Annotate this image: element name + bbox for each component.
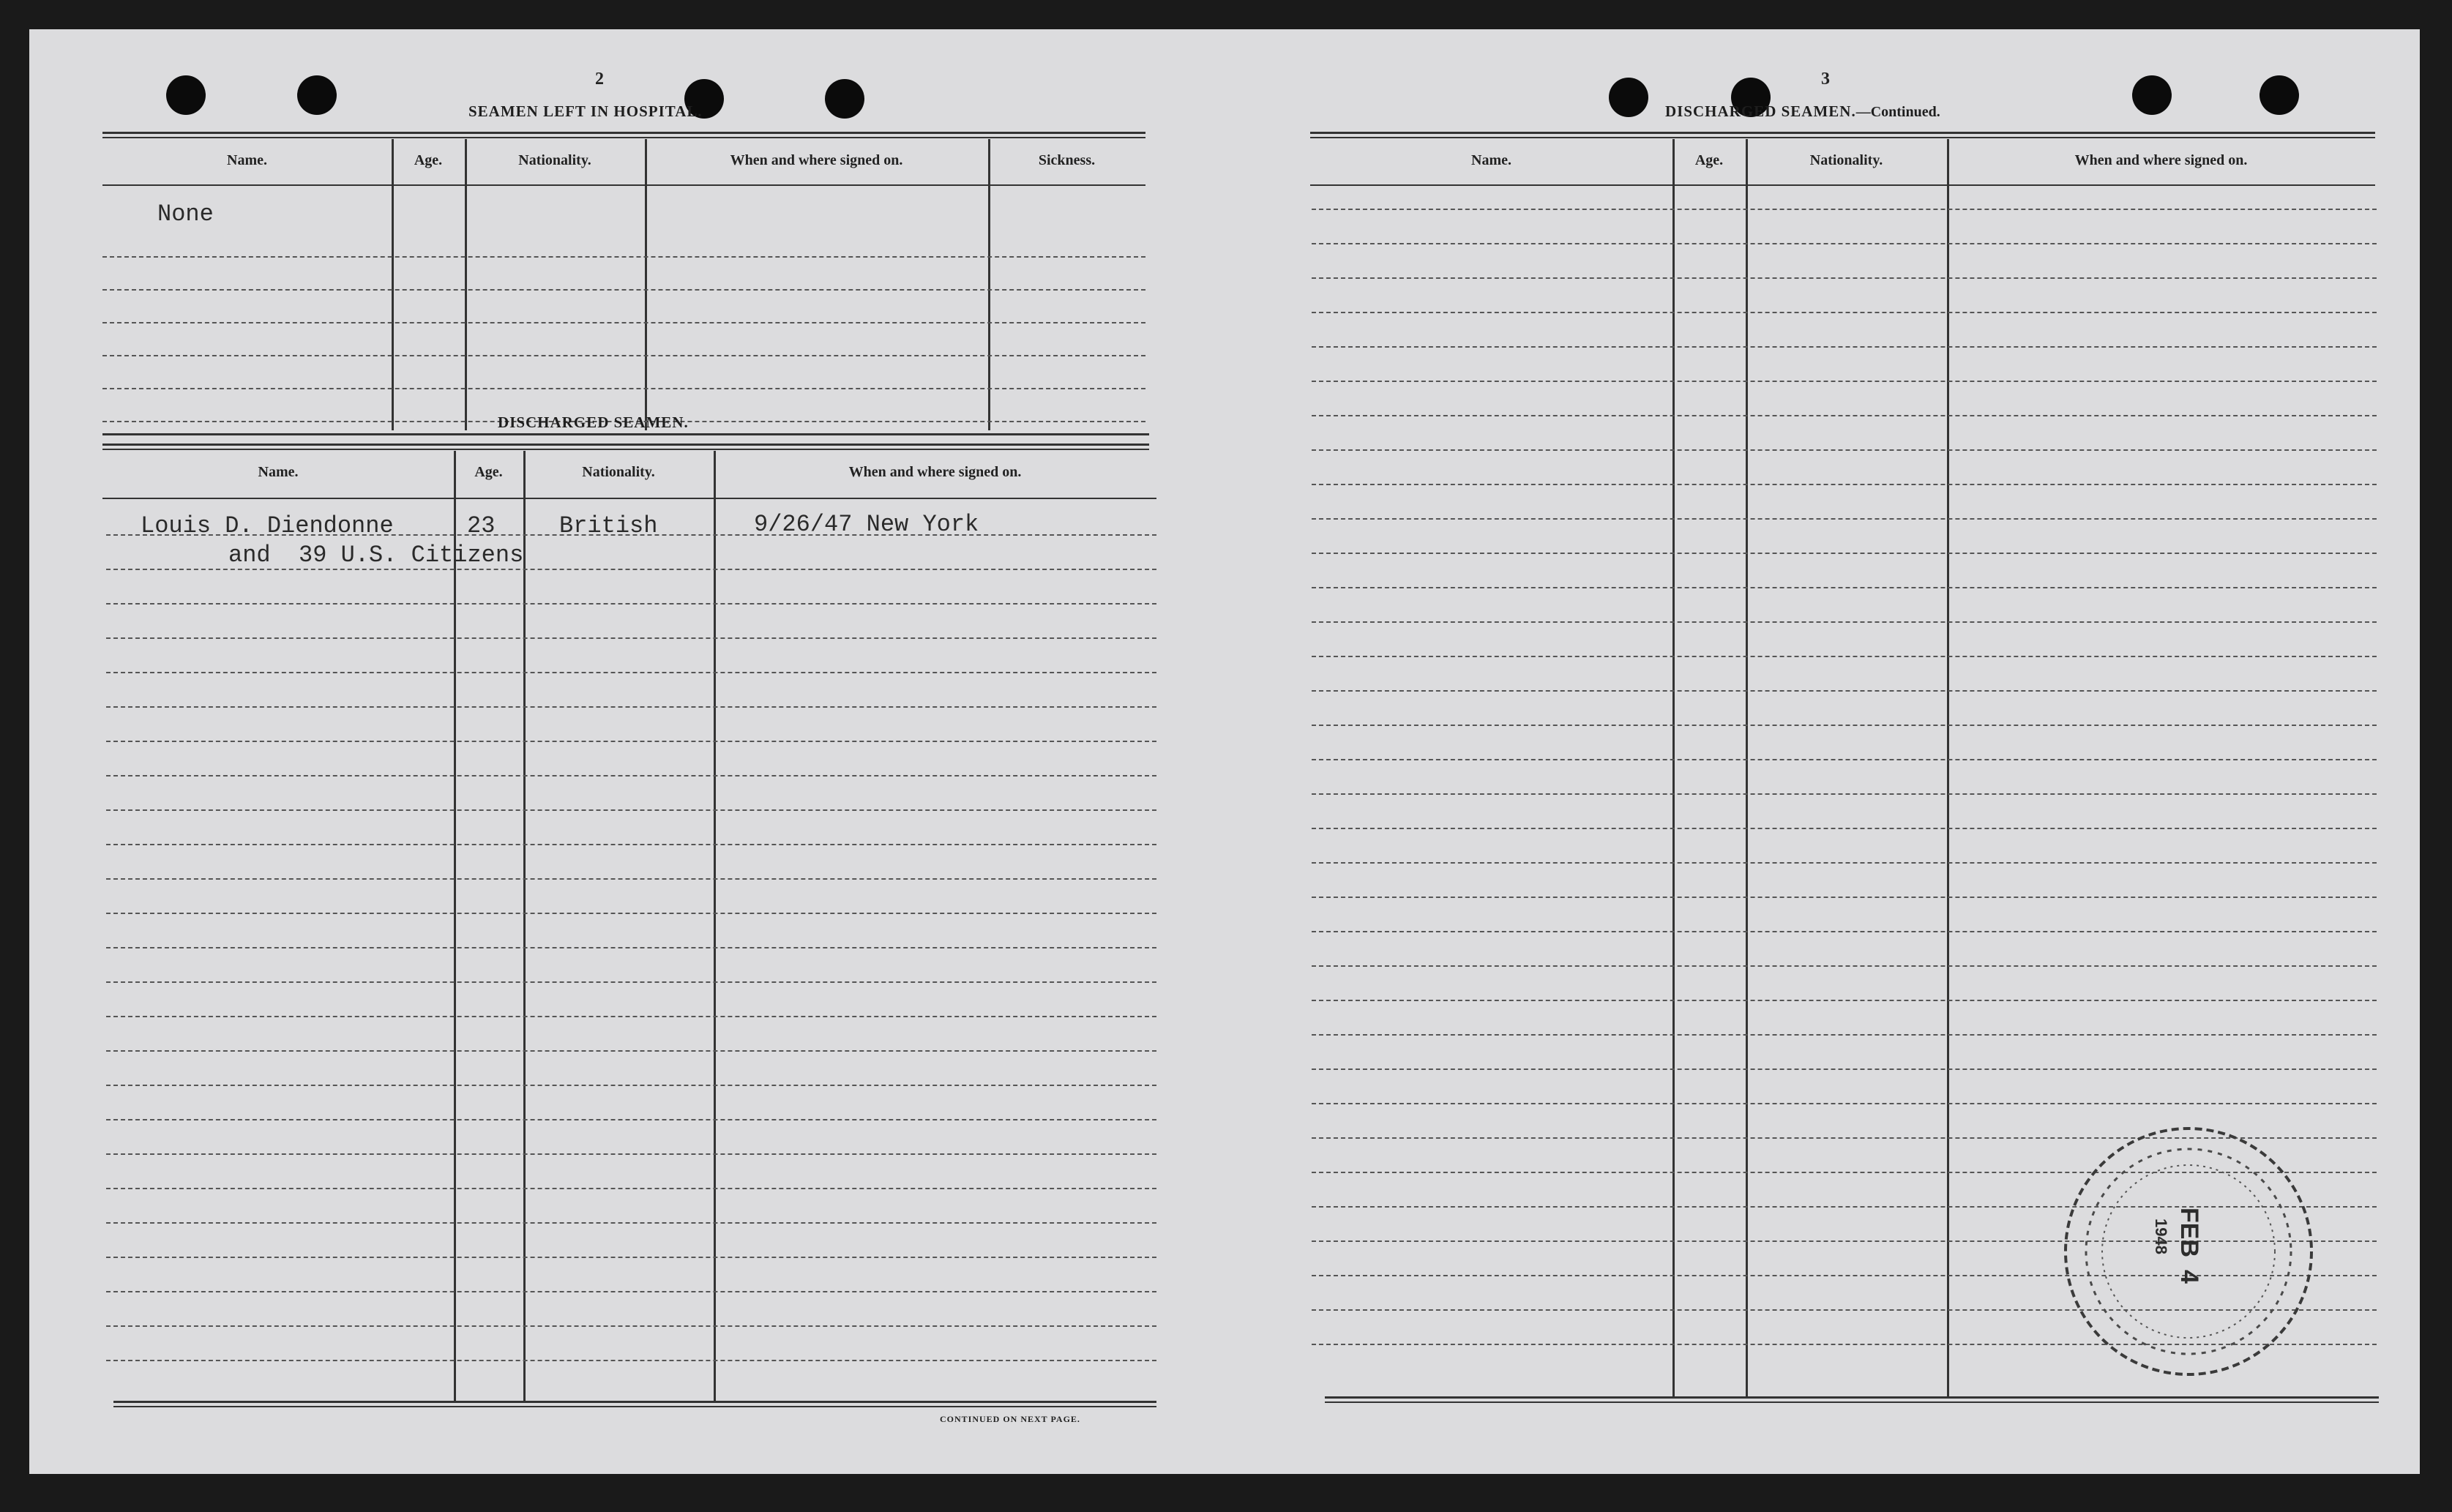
row-line (1312, 587, 2377, 588)
row-line (106, 1325, 1156, 1327)
continued-footer: CONTINUED ON NEXT PAGE. (940, 1414, 1080, 1424)
page-number-left: 2 (595, 70, 604, 89)
discharged-col-name: Name. (258, 464, 299, 480)
table-rule (1310, 137, 2375, 138)
row-line (106, 878, 1156, 880)
row-line (106, 947, 1156, 948)
discharged-section-title: DISCHARGED SEAMEN. (498, 413, 689, 431)
row-line (106, 672, 1156, 673)
row-line (1312, 759, 2377, 760)
received-date-stamp (2057, 1120, 2320, 1383)
row-line (102, 388, 1145, 389)
row-line (1312, 1068, 2377, 1070)
row-line (106, 1016, 1156, 1017)
row-line (106, 844, 1156, 845)
hospital-col-signed-on: When and where signed on. (730, 152, 903, 168)
row-line (106, 1153, 1156, 1155)
row-line (106, 1360, 1156, 1361)
binder-hole (2259, 75, 2299, 115)
table-rule (1325, 1396, 2379, 1399)
row-line (1312, 243, 2377, 244)
row-line (106, 1050, 1156, 1052)
binder-hole (1609, 78, 1648, 117)
stamp-year: 1948 (2152, 1219, 2170, 1254)
row-line (1312, 381, 2377, 382)
row-line (1312, 690, 2377, 692)
discharged-nationality: British (559, 512, 658, 539)
row-line (1312, 621, 2377, 623)
document-page (29, 29, 2420, 1474)
binder-hole (297, 75, 337, 115)
row-line (106, 1257, 1156, 1258)
discharged-signed-on: 9/26/47 New York (754, 511, 979, 538)
row-line (106, 1188, 1156, 1189)
row-line (102, 355, 1145, 356)
row-line (106, 741, 1156, 742)
column-divider (1746, 139, 1748, 1398)
row-line (102, 289, 1145, 291)
row-line (1312, 1000, 2377, 1001)
table-rule (102, 132, 1145, 134)
discharged-col-signed-on: When and where signed on. (848, 464, 1022, 480)
row-line (102, 256, 1145, 258)
row-line (1312, 897, 2377, 898)
discharged-name: Louis D. Diendonne (141, 512, 394, 539)
stamp-month: FEB (2175, 1208, 2203, 1257)
row-line (1312, 725, 2377, 726)
binder-hole (825, 79, 864, 119)
discharged-col-nationality: Nationality. (582, 464, 655, 480)
column-divider (1947, 139, 1949, 1398)
page-number-right: 3 (1821, 70, 1830, 89)
column-divider (714, 451, 716, 1402)
table-rule (1310, 184, 2375, 186)
hospital-entry-name: None (157, 201, 214, 228)
row-line (1312, 656, 2377, 657)
right-section-title (1665, 102, 1940, 121)
row-line (106, 775, 1156, 776)
row-line (1312, 449, 2377, 451)
table-rule (102, 137, 1145, 138)
row-line (1312, 965, 2377, 967)
discharged-age: 23 (467, 512, 496, 539)
row-line (1312, 346, 2377, 348)
row-line (106, 706, 1156, 708)
row-line (106, 1222, 1156, 1224)
hospital-col-sickness: Sickness. (1038, 152, 1096, 168)
row-line (106, 1291, 1156, 1292)
row-line (1312, 518, 2377, 520)
row-line (106, 1085, 1156, 1086)
right-col-signed-on: When and where signed on. (2074, 152, 2248, 168)
row-line (106, 913, 1156, 914)
column-divider (645, 139, 647, 430)
table-rule (102, 449, 1149, 450)
row-line (1312, 1034, 2377, 1036)
row-line (106, 637, 1156, 639)
row-line (106, 809, 1156, 811)
row-line (106, 1119, 1156, 1120)
stamp-day: 4 (2175, 1270, 2203, 1284)
right-col-nationality: Nationality. (1809, 152, 1883, 168)
table-rule (102, 444, 1149, 446)
discharged-col-age: Age. (474, 464, 503, 480)
row-line (1312, 209, 2377, 210)
column-divider (454, 451, 456, 1402)
right-col-age: Age. (1694, 152, 1724, 168)
row-line (1312, 277, 2377, 279)
row-line (106, 603, 1156, 605)
discharged-note: and 39 U.S. Citizens (228, 542, 524, 569)
binder-hole (2132, 75, 2172, 115)
table-rule (102, 498, 1156, 499)
row-line (106, 569, 1156, 570)
hospital-col-nationality: Nationality. (518, 152, 591, 168)
row-line (1312, 1103, 2377, 1104)
column-divider (1672, 139, 1675, 1398)
table-rule (1325, 1401, 2379, 1403)
right-section-title-main: DISCHARGED SEAMEN. (1665, 102, 1856, 120)
table-rule (102, 433, 1149, 435)
row-line (106, 981, 1156, 983)
table-rule (113, 1406, 1156, 1407)
hospital-section-title: SEAMEN LEFT IN HOSPITAL. (468, 102, 703, 120)
hospital-col-name: Name. (227, 152, 267, 168)
right-section-title-suffix: —Continued. (1855, 104, 1940, 120)
row-line (1312, 553, 2377, 554)
row-line (1312, 415, 2377, 416)
row-line (1312, 312, 2377, 313)
table-rule (1310, 132, 2375, 134)
row-line (1312, 793, 2377, 795)
column-divider (988, 139, 990, 430)
hospital-col-age: Age. (414, 152, 443, 168)
column-divider (392, 139, 394, 430)
column-divider (465, 139, 467, 430)
binder-hole (166, 75, 206, 115)
row-line (1312, 828, 2377, 829)
row-line (1312, 931, 2377, 932)
right-col-name: Name. (1471, 152, 1511, 168)
row-line (1312, 484, 2377, 485)
table-rule (113, 1401, 1156, 1403)
column-divider (523, 451, 526, 1402)
row-line (1312, 862, 2377, 864)
row-line (102, 322, 1145, 323)
